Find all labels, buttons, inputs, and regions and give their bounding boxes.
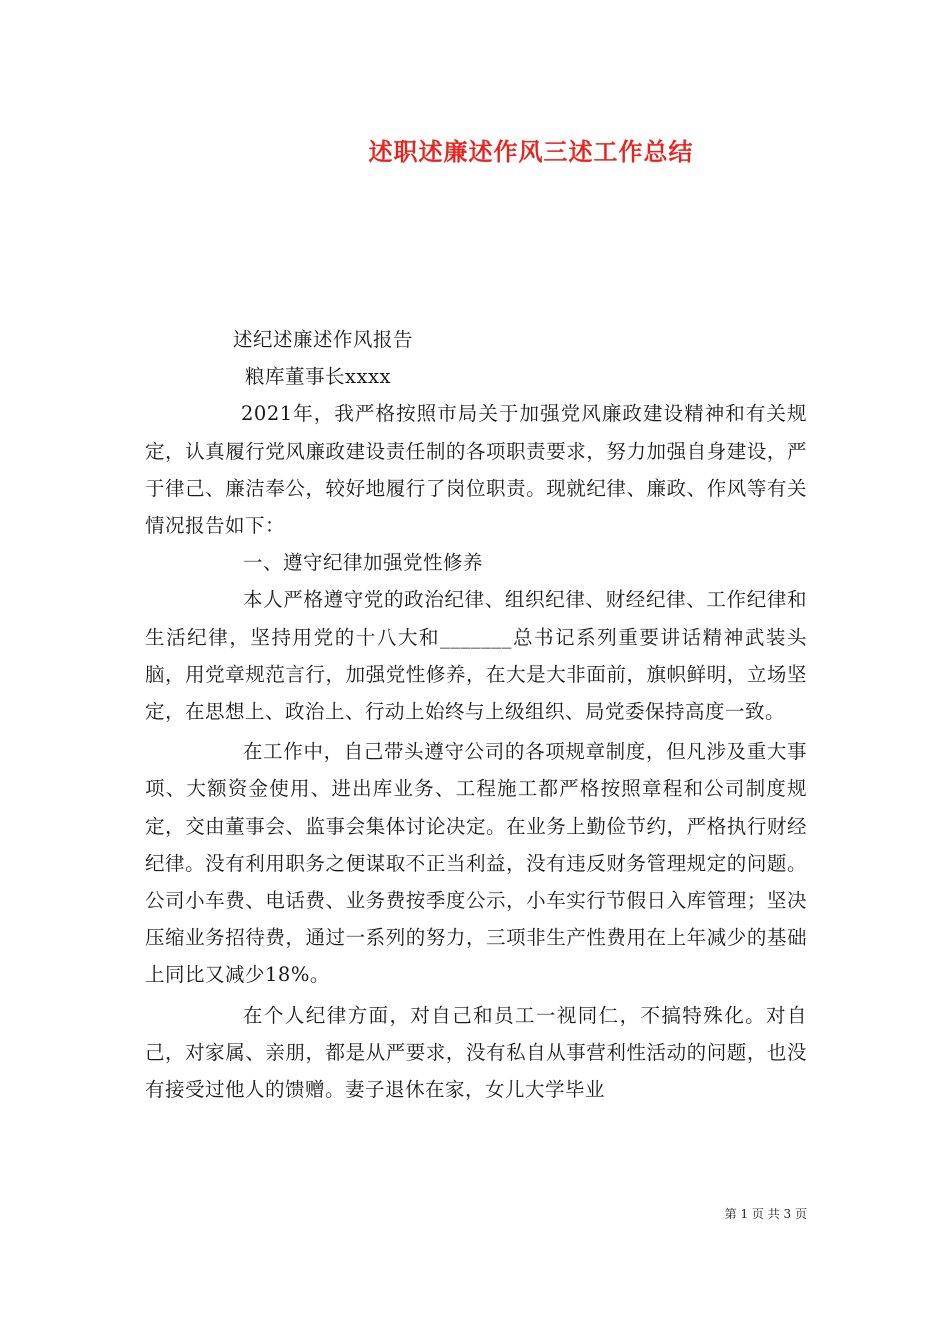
section-heading: 一、遵守纪律加强党性修养 — [243, 551, 484, 575]
paragraph-personal: 在个人纪律方面，对自己和员工一视同仁，不搞特殊化。对自己，对家属、亲朋，都是从严要求，没有私自从事营利性活动的问题，也没有接受过他人的馈赠。妻子退休在家，女儿大学毕业 — [145, 1003, 807, 1102]
page-number: 第 1 页 共 3 页 — [724, 1207, 807, 1221]
page-footer — [725, 1205, 807, 1222]
document-body — [145, 321, 807, 1108]
report-title: 述纪述廉述作风报告 — [233, 328, 414, 351]
paragraph-intro: 2021年，我严格按照市局关于加强党风廉政建设精神和有关规定，认真履行党风廉政建设责任制的各项职责要求，努力加强自身建设，严于律己、廉洁奉公，较好地履行了岗位职责。现就纪律、廉政、作风等有关情况报告如下： — [145, 402, 807, 538]
author-line: 粮库董事长xxxx — [245, 365, 391, 389]
paragraph-discipline: 本人严格遵守党的政治纪律、组织纪律、财经纪律、工作纪律和生活纪律，坚持用党的十八大和_______总书记系列重要讲话精神武装头脑，用党章规范言行，加强党性修养，在大是大非面前，旗帜鲜明，立场坚定，在思想上、政治上、行动上始终与上级组织、局党委保持高度一致。 — [145, 588, 807, 724]
paragraph-work: 在工作中，自己带头遵守公司的各项规章制度，但凡涉及重大事项、大额资金使用、进出库业务、工程施工都严格按照章程和公司制度规定，交由董事会、监事会集体讨论决定。在业务上勤俭节约，严格执行财经纪律。没有利用职务之便谋取不正当利益，没有违反财务管理规定的问题。公司小车费、电话费、业务费按季度公示，小车实行节假日入库管理；坚决压缩业务招待费，通过一系列的努力，三项非生产性费用在上年减少的基础上同比又减少18%。 — [145, 740, 807, 987]
document-title: 述职述廉述作风三述工作总结 — [368, 138, 694, 166]
